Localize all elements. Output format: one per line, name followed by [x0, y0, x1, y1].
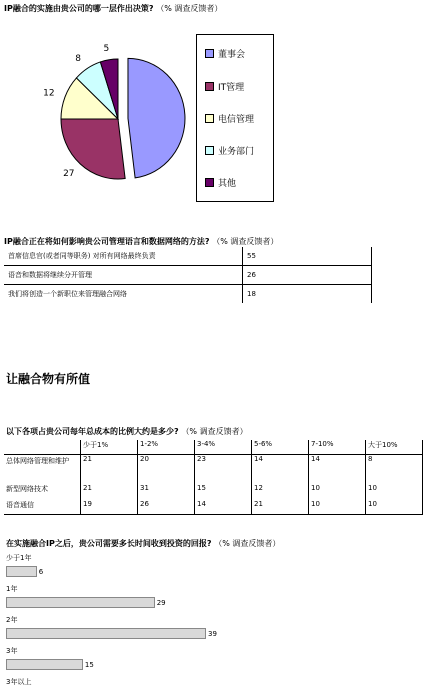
row-value: 26 [243, 266, 372, 285]
table-row [4, 484, 423, 500]
column-header: 少于1% [81, 440, 138, 454]
legend-swatch-1 [205, 82, 214, 91]
cell-value: 14 [252, 454, 309, 484]
row-label: 总体网络管理和维护 [4, 454, 81, 484]
cell-value: 23 [195, 454, 252, 484]
cell-value: 10 [366, 484, 423, 500]
cell-value: 10 [309, 484, 366, 500]
cell-value: 15 [195, 484, 252, 500]
row-label: 我们将创造一个新职位来管理融合网络 [8, 290, 127, 298]
bar-category-label: 2年 [6, 616, 18, 624]
cell-value: 26 [138, 500, 195, 514]
legend-label-1: IT管理 [218, 83, 245, 93]
cell-value: 31 [138, 484, 195, 500]
pie-label-3: 8 [75, 54, 82, 65]
pie-chart [0, 0, 200, 200]
bar-value-label: 29 [156, 599, 166, 607]
bar-category-label: 3年 [6, 647, 18, 655]
bar-value-label: 6 [38, 568, 44, 576]
legend-swatch-4 [205, 178, 214, 187]
legend-label-2: 电信管理 [218, 115, 255, 125]
bar [6, 628, 206, 639]
table-row [4, 247, 372, 266]
legend-item-2 [205, 112, 254, 125]
cell-value: 14 [309, 454, 366, 484]
cell-value: 21 [81, 454, 138, 484]
pie-legend [196, 34, 274, 202]
management-question-text: IP融合正在将如何影响贵公司管理语言和数据网络的方法? [4, 237, 210, 246]
cell-value: 21 [81, 484, 138, 500]
pie-question-text: IP融合的实施由贵公司的哪一层作出决策? [4, 4, 154, 13]
legend-swatch-2 [205, 114, 214, 123]
row-value: 55 [243, 247, 372, 266]
pie-label-4: 5 [103, 43, 110, 54]
table-header-row [4, 440, 423, 454]
column-header: 大于10% [366, 440, 423, 454]
bar-category-label: 1年 [6, 585, 18, 593]
bar [6, 566, 37, 577]
bar-value-label: 15 [84, 661, 94, 669]
row-label: 首席信息官(或者同等职务) 对所有网络最终负责 [4, 247, 243, 266]
column-header: 5-6% [252, 440, 309, 454]
cost-question [6, 426, 248, 437]
legend-item-0 [205, 47, 245, 60]
column-header: 7-10% [309, 440, 366, 454]
legend-item-1 [205, 80, 244, 93]
legend-label-4: 其他 [218, 179, 237, 189]
roi-bar-chart [0, 548, 438, 691]
cell-value: 20 [138, 454, 195, 484]
roi-question-note: （% 调查反馈者） [214, 539, 281, 548]
table-row [4, 266, 372, 285]
bar [6, 597, 155, 608]
pie-question-note: （% 调查反馈者） [156, 4, 223, 13]
legend-item-3 [205, 144, 254, 157]
cell-value: 8 [366, 454, 423, 484]
pie-label-1: 27 [63, 169, 75, 180]
cost-table [4, 440, 423, 515]
bar-category-label: 3年以上 [6, 678, 32, 686]
table-row [4, 500, 423, 514]
legend-label-0: 董事会 [218, 50, 246, 60]
cell-value: 10 [309, 500, 366, 514]
legend-label-3: 业务部门 [218, 147, 255, 157]
cell-value: 12 [252, 484, 309, 500]
legend-swatch-0 [205, 49, 214, 58]
legend-item-4 [205, 176, 236, 189]
pie-label-2: 12 [43, 88, 55, 99]
bar [6, 659, 83, 670]
table-row [4, 454, 423, 484]
cell-value: 21 [252, 500, 309, 514]
bar-value-label: 39 [208, 630, 217, 638]
cost-question-note: （% 调查反馈者） [181, 427, 248, 436]
management-question [4, 236, 278, 247]
row-label: 语音通信 [4, 500, 81, 514]
table-row [4, 285, 372, 304]
column-header: 3-4% [195, 440, 252, 454]
bar-category-label: 少于1年 [6, 554, 32, 562]
row-label: 新型网络技术 [6, 485, 48, 493]
cell-value: 10 [366, 500, 423, 514]
legend-swatch-3 [205, 146, 214, 155]
management-question-note: （% 调查反馈者） [212, 237, 279, 246]
header-blank [4, 440, 81, 454]
management-table [4, 247, 372, 303]
row-label: 语音和数据将继续分开管理 [4, 266, 243, 285]
roi-question-text: 在实施融合IP之后，贵公司需要多长时间收到投资的回报? [6, 539, 212, 548]
cell-value: 14 [195, 500, 252, 514]
cost-question-text: 以下各项占贵公司每年总成本的比例大约是多少? [6, 427, 179, 436]
pie-slice-0 [128, 58, 185, 178]
section-heading: 让融合物有所值 [6, 372, 91, 386]
cell-value: 19 [81, 500, 138, 514]
column-header: 1-2% [138, 440, 195, 454]
row-value: 18 [243, 285, 372, 304]
